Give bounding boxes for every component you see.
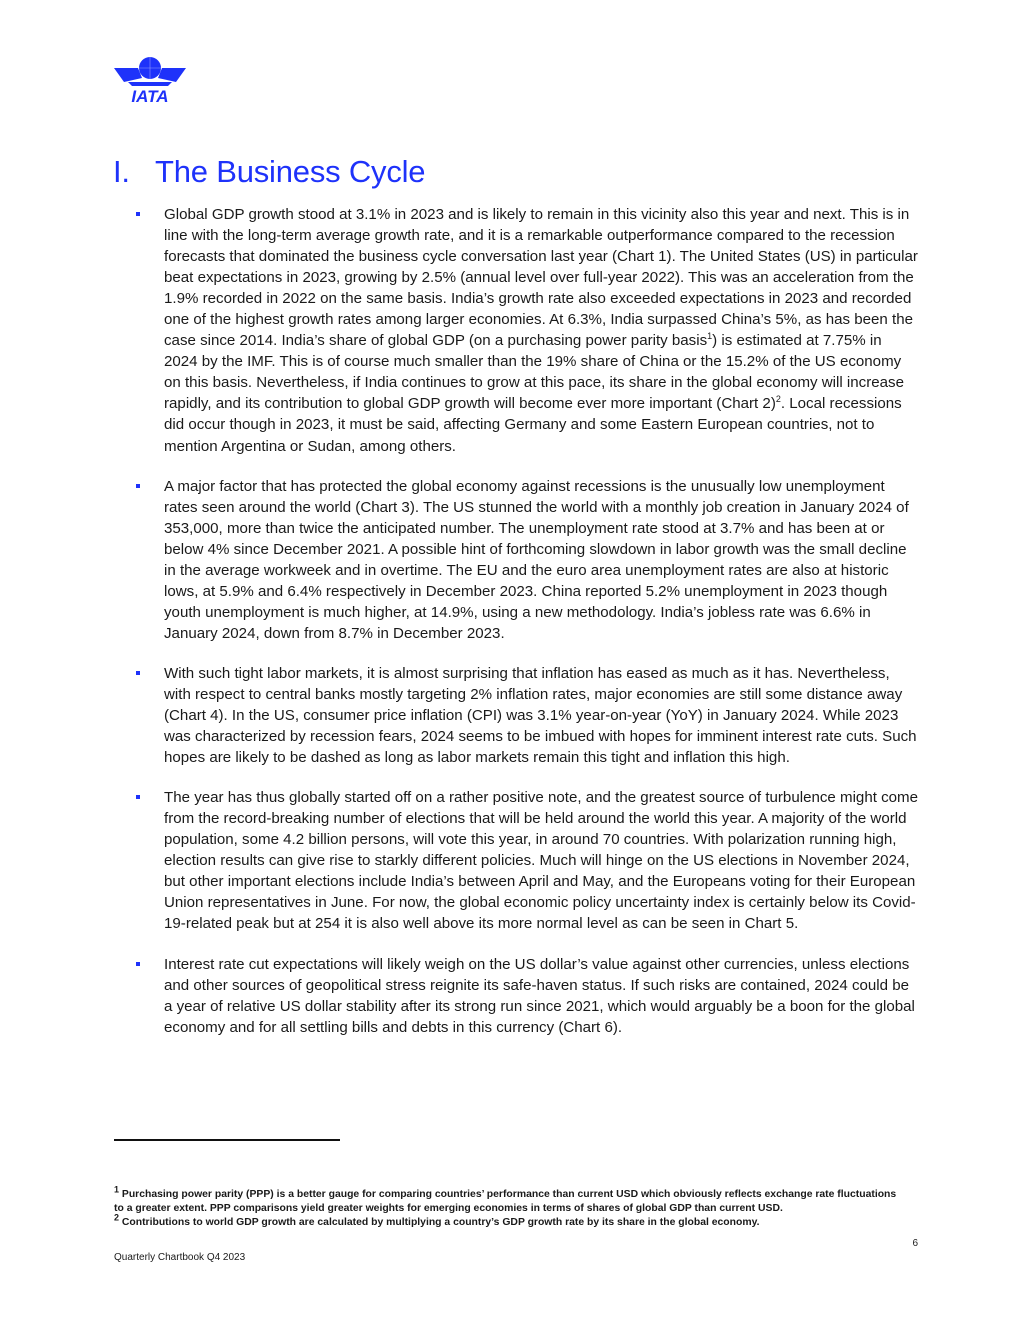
bullet-item [136,663,918,768]
bullet-paragraph: A major factor that has protected the global economy against recessions is the unusually low unemployment rates seen around the world (Chart 3). The US stunned the world with a monthly job creation in January 2024 of 353,000, more than twice the anticipated number. The unemployment rate stood at 3.7% and has been at or below 4% since December 2021. A possible hint of forthcoming slowdown in labor growth was the small decline in the average workweek and in overtime. The EU and the euro area unemployment rates are also at historic lows, at 5.9% and 6.4% respectively in December 2023. China reported 5.2% unemployment in 2023 though youth unemployment is much higher, at 14.9%, using a new methodology. India’s jobless rate was 6.6% in January 2024, down from 8.7% in December 2023. [164,477,909,642]
bullet-marker-icon [136,671,140,675]
bullet-marker-icon [136,795,140,799]
bullet-paragraph: Interest rate cut expectations will likely weigh on the US dollar’s value against other currencies, unless elections and other sources of geopolitical stress reignite its safe-haven status. If such risks are contained, 2024 could be a year of relative US dollar stability after its strong run since 2021, which would arguably be a boon for the global economy and for all settling bills and debts in this currency (Chart 6). [164,955,915,1036]
bullet-paragraph: The year has thus globally started off on a rather positive note, and the greatest source of turbulence might come from the record-breaking number of elections that will be held around the world this year. A majority of the world population, some 4.2 billion persons, will vote this year, in around 70 countries. With polarization running high, election results can give rise to starkly different policies. Much will hinge on the US elections in November 2024, but other important elections include India’s between April and May, and the Europeans voting for their European Union representatives in June. For now, the global economic policy uncertainty index is certainly below its Covid-19-related peak but at 254 it is also well above its more normal level as can be seen in Chart 5. [164,789,919,933]
footnote-ref: 1 [707,331,713,342]
footnote [114,1212,904,1230]
page-number: 6 [912,1238,918,1249]
bullet-item [136,204,918,457]
iata-logo [112,56,188,106]
footnote-ref: 2 [775,394,781,405]
bullet-text-part: . Local recessions did occur though in 2023, it must be said, affecting Germany and some Eastern European countries, not to mention Argentina or Sudan, among others. [164,395,902,455]
footer-document-title: Quarterly Chartbook Q4 2023 [114,1252,246,1263]
section-number: I. [113,154,130,189]
section-title [113,154,425,190]
footnote-mark: 2 [114,1212,120,1223]
bullet-marker-icon [136,484,140,488]
footnote-text: Purchasing power parity (PPP) is a better gauge for comparing countries’ performance than current USD which obviously reflects exchange rate fluctuations to a greater extent. PPP comparisons yield greater weights for emerging economies in terms of shares of global GDP than current USD. [114,1189,897,1214]
iata-logo-icon [112,56,188,106]
footnote-divider [114,1139,340,1141]
bullet-marker-icon [136,212,140,216]
section-title-text: The Business Cycle [155,154,426,189]
bullet-paragraph [164,204,918,457]
footnotes [114,1184,904,1230]
bullet-item [136,954,918,1038]
bullet-text-part: ) is estimated at 7.75% in 2024 by the IMF. This is of course much smaller than the 19% share of China or the 15.2% of the US economy on this basis. Nevertheless, if India continues to grow at this pace, its share in the global economy will increase rapidly, and its contribution to global GDP growth will become ever more important (Chart 2) [164,332,904,413]
footnote [114,1184,904,1216]
footnote-text: Contributions to world GDP growth are calculated by multiplying a country’s GDP growth rate by its share in the global economy. [119,1217,760,1228]
bullet-list [136,204,918,1057]
bullet-item [136,476,918,644]
bullet-marker-icon [136,962,140,966]
bullet-text-part: Global GDP growth stood at 3.1% in 2023 and is likely to remain in this vicinity also this year and next. This is in line with the long-term average growth rate, and it is a remarkable outperformance compared to the recession forecasts that dominated the business cycle conversation last year (Chart 1). The United States (US) in particular beat expectations in 2023, growing by 2.5% (annual level over full-year 2022). This was an acceleration from the 1.9% recorded in 2022 on the same basis. India’s growth rate also exceeded expectations in 2023 and recorded one of the highest growth rates among larger economies. At 6.3%, India surpassed China’s 5%, as has been the case since 2014. India’s share of global GDP (on a purchasing power parity basis [164,206,918,350]
logo-text: IATA [131,87,169,106]
footnote-mark: 1 [114,1184,120,1195]
bullet-paragraph: With such tight labor markets, it is almost surprising that inflation has eased as much as it has. Nevertheless, with respect to central banks mostly targeting 2% inflation rates, major economies are still some distance away (Chart 4). In the US, consumer price inflation (CPI) was 3.1% year-on-year (YoY) in January 2024. While 2023 was characterized by recession fears, 2024 seems to be imbued with hopes for imminent interest rate cuts. Such hopes are likely to be dashed as long as labor markets remain this tight and inflation this high. [164,664,917,767]
bullet-item [136,787,918,934]
